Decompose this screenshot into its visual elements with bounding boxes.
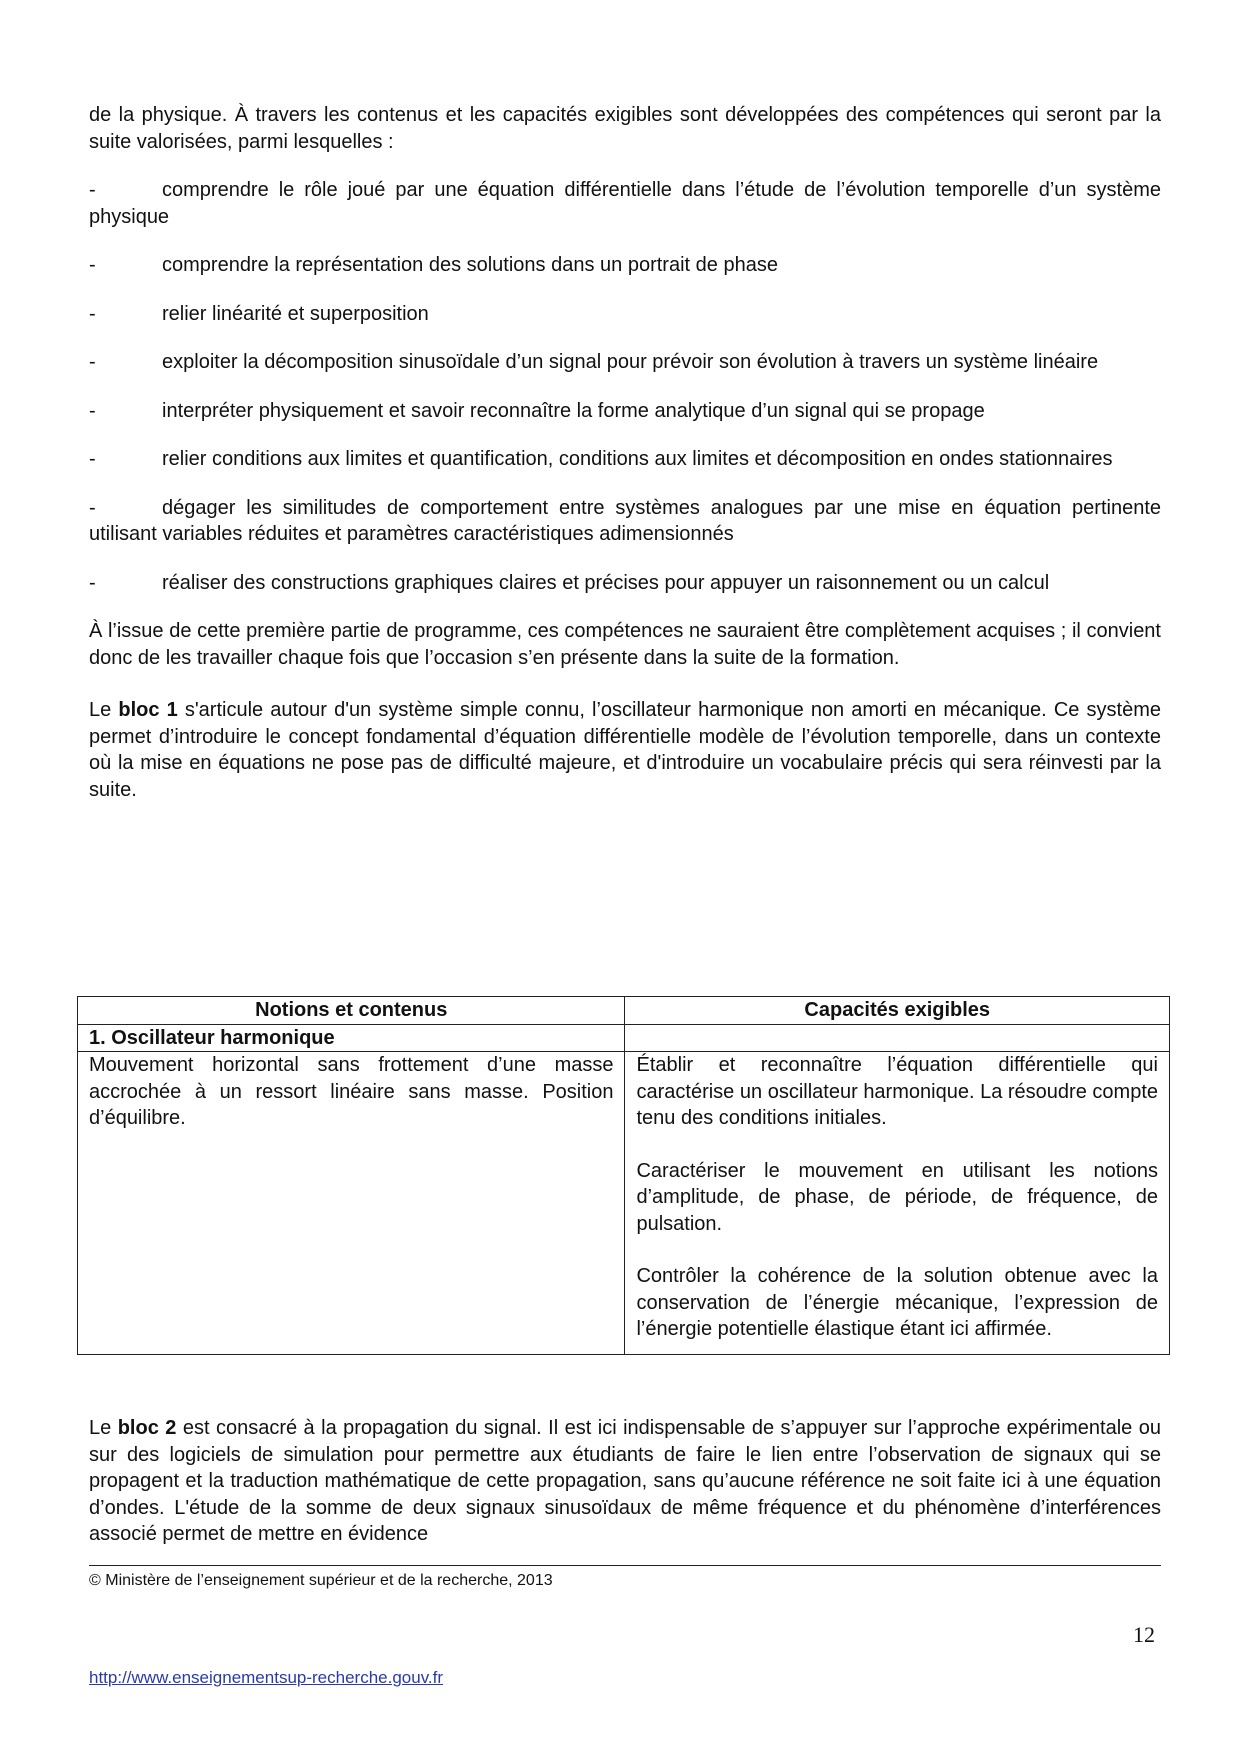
list-item: - comprendre la représentation des solutions dans un portrait de phase xyxy=(89,254,778,276)
competences-list xyxy=(89,177,1161,596)
header-notions: Notions et contenus xyxy=(78,997,625,1025)
footer-divider xyxy=(89,1565,1161,1566)
list-item: - relier conditions aux limites et quantification, conditions aux limites et décomposition en ondes stationnaires xyxy=(89,448,1113,470)
capacity-item: Établir et reconnaître l’équation différentielle qui caractérise un oscillateur harmonique. La résoudre compte tenu des conditions initiales. xyxy=(636,1054,1158,1129)
list-item: - exploiter la décomposition sinusoïdale d’un signal pour prévoir son évolution à travers un système linéaire xyxy=(89,351,1099,373)
list-item-text: comprendre la représentation des solutions dans un portrait de phase xyxy=(162,254,778,276)
list-item: - comprendre le rôle joué par une équation différentielle dans l’étude de l’évolution temporelle d’un système physique xyxy=(89,179,1161,228)
list-item-text: relier linéarité et superposition xyxy=(162,302,429,325)
section-empty-cell xyxy=(625,1024,1170,1052)
intro-paragraph: de la physique. À travers les contenus et les capacités exigibles sont développées des compétences qui seront par la suite valorisées, parmi lesquelles : xyxy=(89,104,1161,153)
program-table xyxy=(77,996,1170,1355)
capacity-item: Caractériser le mouvement en utilisant les notions d’amplitude, de phase, de période, de fréquence, de pulsation. xyxy=(636,1159,1158,1235)
list-item: - relier linéarité et superposition xyxy=(89,302,429,325)
list-item: - dégager les similitudes de comportement entre systèmes analogues par une mise en équation pertinente utilisant variables réduites et paramètres caractéristiques adimensionnés xyxy=(89,496,1161,545)
list-item-text: comprendre le rôle joué par une équation différentielle dans l’étude de l’évolution temporelle d’un système physique xyxy=(89,179,1161,228)
list-item-text: réaliser des constructions graphiques claires et précises pour appuyer un raisonnement ou un calcul xyxy=(162,571,1050,594)
bloc2-label: bloc 2 xyxy=(117,1417,177,1439)
table-header-row xyxy=(78,997,1170,1025)
notion-cell: Mouvement horizontal sans frottement d’une masse accrochée à un ressort linéaire sans masse. Position d’équilibre. xyxy=(78,1052,625,1355)
page-number: 12 xyxy=(1133,1622,1155,1647)
footer-link[interactable]: http://www.enseignementsup-recherche.gouv.fr xyxy=(89,1668,444,1687)
bloc2-paragraph: Le bloc 2 est consacré à la propagation du signal. Il est ici indispensable de s’appuyer sur l’approche expérimentale ou sur des logiciels de simulation pour permettre aux étudiants de faire le lien entre l’observation de signaux qui se propagent et la traduction mathématique de cette propagation, sans qu’aucune référence ne soit faite ici à une équation d’ondes. L'étude de la somme de deux signaux sinusoïdaux de même fréquence et du phénomène d’interférences associé permet de mettre en évidence xyxy=(89,1417,1161,1545)
list-item-text: dégager les similitudes de comportement entre systèmes analogues par une mise en équation pertinente utilisant variables réduites et paramètres caractéristiques adimensionnés xyxy=(89,496,1161,545)
capacities-cell xyxy=(625,1052,1170,1355)
list-item-text: relier conditions aux limites et quantification, conditions aux limites et décomposition en ondes stationnaires xyxy=(162,448,1113,470)
table-row xyxy=(78,1052,1170,1355)
header-capacites: Capacités exigibles xyxy=(625,997,1170,1025)
table-section-row xyxy=(78,1024,1170,1052)
footer-copyright: © Ministère de l’enseignement supérieur et de la recherche, 2013 xyxy=(89,1572,553,1589)
list-item-text: interpréter physiquement et savoir reconnaître la forme analytique d’un signal qui se propage xyxy=(162,399,985,422)
document-body xyxy=(89,102,1161,861)
closing-paragraph: À l’issue de cette première partie de programme, ces compétences ne sauraient être complètement acquises ; il convient donc de les travailler chaque fois que l’occasion s’en présente dans la suite de la formation. xyxy=(89,620,1161,669)
bloc1-paragraph: Le bloc 1 s'articule autour d'un système simple connu, l’oscillateur harmonique non amorti en mécanique. Ce système permet d’introduire le concept fondamental d’équation différentielle modèle de l’évolution temporelle, dans un contexte où la mise en équations ne pose pas de difficulté majeure, et d'introduire un vocabulaire précis qui sera réinvesti par la suite. xyxy=(89,699,1161,801)
list-item: - réaliser des constructions graphiques claires et précises pour appuyer un raisonnement ou un calcul xyxy=(89,571,1050,594)
bloc1-label: bloc 1 xyxy=(118,699,178,721)
list-item: - interpréter physiquement et savoir reconnaître la forme analytique d’un signal qui se propage xyxy=(89,399,985,422)
list-item-text: exploiter la décomposition sinusoïdale d’un signal pour prévoir son évolution à travers un système linéaire xyxy=(162,351,1099,373)
section-title: 1. Oscillateur harmonique xyxy=(78,1024,625,1052)
capacity-item: Contrôler la cohérence de la solution obtenue avec la conservation de l’énergie mécanique, l’expression de l’énergie potentielle élastique étant ici affirmée. xyxy=(636,1265,1158,1340)
